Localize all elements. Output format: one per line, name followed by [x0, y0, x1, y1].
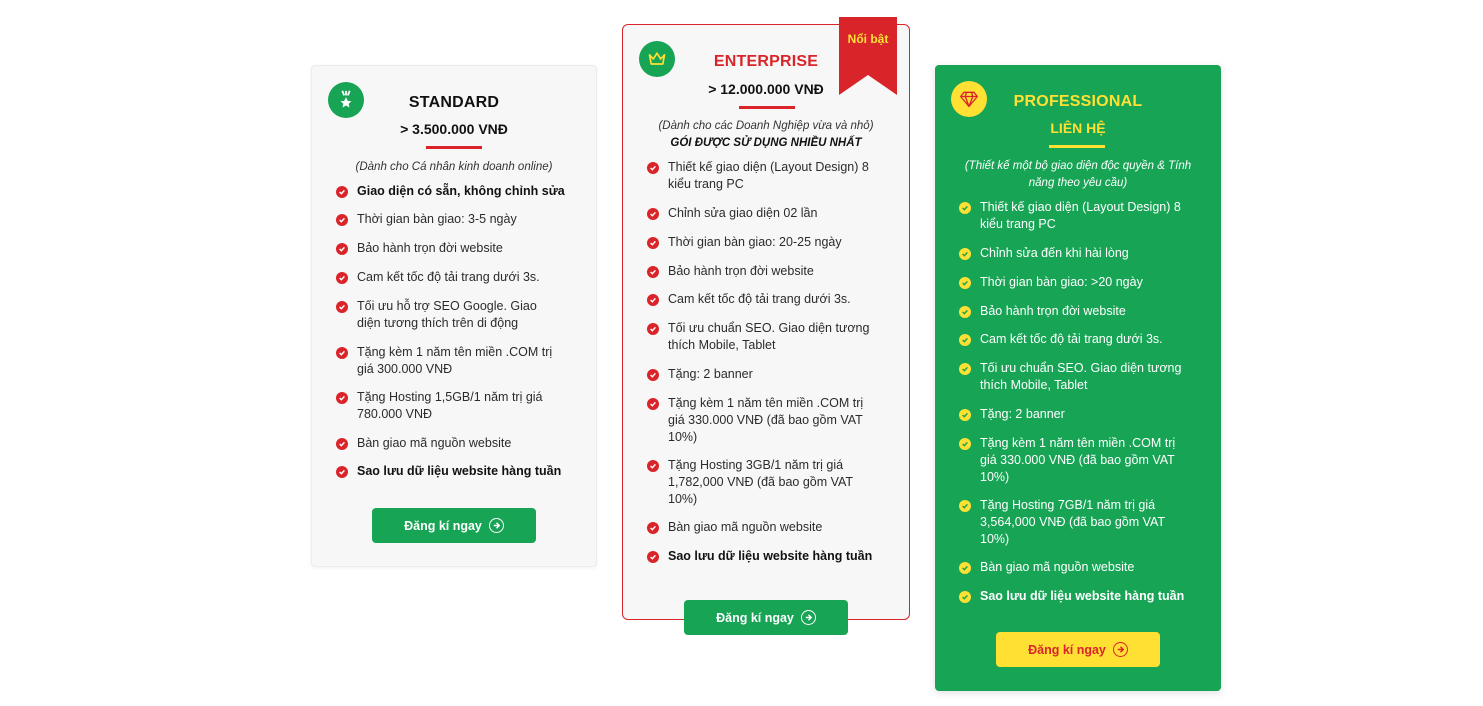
plan-description: (Dành cho Cá nhân kinh doanh online) [355, 161, 553, 173]
check-icon [959, 277, 971, 289]
feature-item: Tối ưu hỗ trợ SEO Google. Giao diện tương thích trên di động [336, 298, 556, 332]
check-icon [959, 202, 971, 214]
register-button[interactable]: Đăng kí ngay [372, 508, 536, 543]
plan-name: PROFESSIONAL [1013, 93, 1143, 110]
check-icon [647, 551, 659, 563]
check-icon [959, 363, 971, 375]
feature-item: Chỉnh sửa đến khi hài lòng [959, 245, 1129, 262]
standard-plan-card [311, 65, 597, 567]
check-icon [647, 237, 659, 249]
feature-item: Bảo hành trọn đời website [959, 303, 1126, 320]
price-underline [426, 146, 482, 149]
feature-item: Thiết kế giao diện (Layout Design) 8 kiểu trang PC [959, 199, 1187, 233]
check-icon [336, 186, 348, 198]
check-icon [336, 272, 348, 284]
feature-item: Chỉnh sửa giao diện 02 lần [647, 205, 817, 222]
feature-item: Thiết kế giao diện (Layout Design) 8 kiểu trang PC [647, 159, 877, 193]
plan-name: ENTERPRISE [713, 53, 819, 70]
feature-item: Tối ưu chuẩn SEO. Giao diện tương thích Mobile, Tablet [959, 360, 1189, 394]
feature-item: Tặng: 2 banner [647, 366, 753, 383]
plan-description: (Dành cho các Doanh Nghiệp vừa và nhỏ) [658, 120, 874, 132]
plan-description: (Thiết kế một bộ giao diện độc quyền & Tính năng theo yêu cầu) [964, 160, 1192, 189]
check-icon [647, 323, 659, 335]
feature-item: Bàn giao mã nguồn website [336, 435, 511, 452]
arrow-right-icon [489, 518, 504, 533]
check-icon [959, 562, 971, 574]
featured-ribbon [839, 17, 897, 95]
feature-item: Thời gian bàn giao: 3-5 ngày [336, 211, 517, 228]
feature-item: Tặng kèm 1 năm tên miền .COM trị giá 330.000 VNĐ (đã bao gồm VAT 10%) [959, 435, 1187, 486]
feature-item: Bảo hành trọn đời website [647, 263, 814, 280]
check-icon [336, 214, 348, 226]
check-icon [959, 409, 971, 421]
feature-item: Tặng kèm 1 năm tên miền .COM trị giá 300.000 VNĐ [336, 344, 556, 378]
check-icon [336, 438, 348, 450]
register-button[interactable]: Đăng kí ngay [996, 632, 1160, 667]
check-icon [647, 266, 659, 278]
feature-item: Tối ưu chuẩn SEO. Giao diện tương thích Mobile, Tablet [647, 320, 877, 354]
feature-item: Sao lưu dữ liệu website hàng tuần [959, 588, 1184, 605]
arrow-right-icon [801, 610, 816, 625]
feature-item: Bàn giao mã nguồn website [647, 519, 822, 536]
feature-item: Tặng Hosting 3GB/1 năm trị giá 1,782,000 VNĐ (đã bao gồm VAT 10%) [647, 457, 869, 508]
check-icon [647, 522, 659, 534]
featured-label: Nổi bật [847, 32, 889, 46]
price-underline [739, 106, 795, 109]
check-icon [647, 460, 659, 472]
enterprise-plan-card [622, 24, 910, 620]
feature-item: Giao diện có sẵn, không chỉnh sửa [336, 183, 565, 200]
check-icon [959, 334, 971, 346]
check-icon [647, 162, 659, 174]
feature-item: Tặng Hosting 7GB/1 năm trị giá 3,564,000 VNĐ (đã bao gồm VAT 10%) [959, 497, 1181, 548]
feature-item: Cam kết tốc độ tải trang dưới 3s. [959, 331, 1163, 348]
plan-name: STANDARD [408, 94, 500, 111]
feature-item: Cam kết tốc độ tải trang dưới 3s. [336, 269, 540, 286]
plan-price: > 12.000.000 VNĐ [708, 81, 824, 97]
feature-item: Tặng: 2 banner [959, 406, 1065, 423]
plan-price: > 3.500.000 VNĐ [400, 121, 508, 137]
check-icon [336, 243, 348, 255]
price-underline [1049, 145, 1105, 148]
check-icon [647, 369, 659, 381]
check-icon [336, 466, 348, 478]
check-icon [959, 500, 971, 512]
feature-item: Sao lưu dữ liệu website hàng tuần [336, 463, 561, 480]
feature-item: Thời gian bàn giao: 20-25 ngày [647, 234, 842, 251]
check-icon [336, 392, 348, 404]
feature-item: Tặng kèm 1 năm tên miền .COM trị giá 330.000 VNĐ (đã bao gồm VAT 10%) [647, 395, 877, 446]
feature-item: Tặng Hosting 1,5GB/1 năm trị giá 780.000 VNĐ [336, 389, 556, 423]
arrow-right-icon [1113, 642, 1128, 657]
feature-item: Cam kết tốc độ tải trang dưới 3s. [647, 291, 851, 308]
check-icon [959, 306, 971, 318]
check-icon [959, 248, 971, 260]
feature-item: Thời gian bàn giao: >20 ngày [959, 274, 1143, 291]
check-icon [647, 398, 659, 410]
check-icon [336, 347, 348, 359]
check-icon [336, 301, 348, 313]
check-icon [647, 294, 659, 306]
feature-item: Sao lưu dữ liệu website hàng tuần [647, 548, 872, 565]
feature-item: Bàn giao mã nguồn website [959, 559, 1134, 576]
register-button[interactable]: Đăng kí ngay [684, 600, 848, 635]
feature-item: Bảo hành trọn đời website [336, 240, 503, 257]
professional-plan-card [935, 65, 1221, 691]
check-icon [959, 591, 971, 603]
check-icon [959, 438, 971, 450]
plan-price: LIÊN HỆ [1050, 120, 1106, 136]
check-icon [647, 208, 659, 220]
plan-subtitle: GÓI ĐƯỢC SỬ DỤNG NHIỀU NHẤT [670, 137, 862, 149]
